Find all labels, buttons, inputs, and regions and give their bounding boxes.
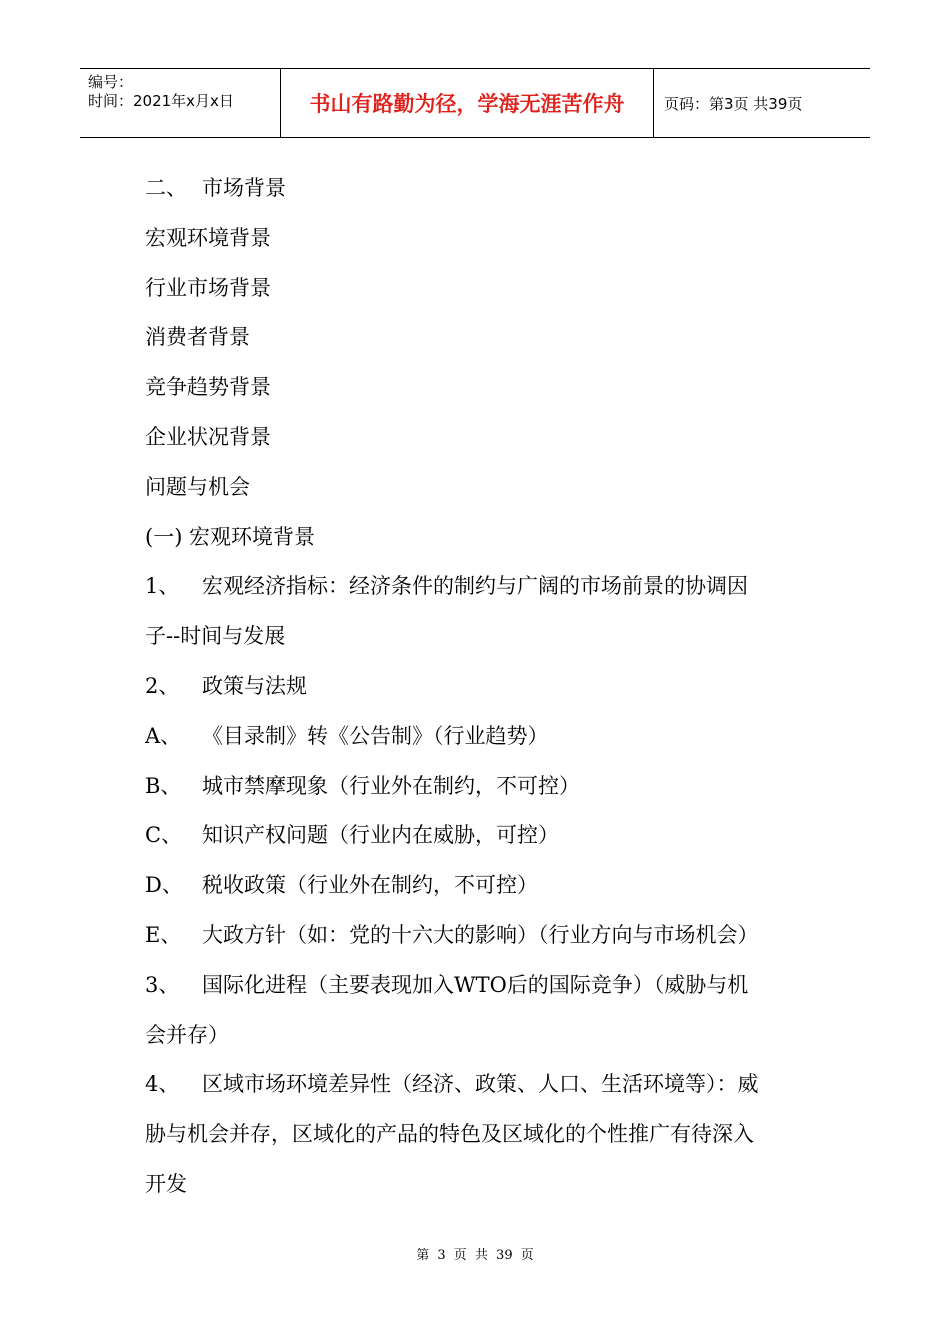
text-line bbox=[145, 562, 815, 612]
text-line bbox=[145, 363, 815, 413]
text-line bbox=[145, 513, 815, 563]
item-text: 市场背景 bbox=[202, 176, 286, 200]
text-line bbox=[145, 712, 815, 762]
item-text: 开发 bbox=[145, 1171, 187, 1196]
item-number: D、 bbox=[145, 873, 183, 898]
text-line bbox=[145, 463, 815, 513]
item-number: A、 bbox=[145, 723, 182, 748]
item-text: 胁与机会并存，区域化的产品的特色及区域化的个性推广有待深入 bbox=[145, 1122, 754, 1147]
page-header bbox=[80, 68, 870, 138]
time-label: 时间：2021年x月x日 bbox=[88, 92, 234, 110]
item-text: 子--时间与发展 bbox=[145, 624, 286, 649]
item-text: 宏观环境背景 bbox=[145, 225, 271, 250]
item-text: 大政方针（如：党的十六大的影响）（行业方向与市场机会） bbox=[202, 922, 759, 947]
header-meta bbox=[80, 69, 281, 137]
item-number: C、 bbox=[145, 823, 183, 848]
item-text: 政策与法规 bbox=[202, 673, 307, 698]
item-text: 行业市场背景 bbox=[145, 275, 271, 300]
header-motto: 书山有路勤为径，学海无涯苦作舟 bbox=[281, 69, 654, 137]
header-page-info: 页码：第3页 共39页 bbox=[664, 94, 803, 113]
item-text: 问题与机会 bbox=[145, 474, 250, 499]
item-number: 4、 bbox=[145, 1072, 180, 1097]
number-label: 编号： bbox=[88, 73, 134, 91]
item-text: 城市禁摩现象（行业外在制约，不可控） bbox=[202, 773, 580, 798]
text-line bbox=[145, 413, 815, 463]
page-footer: 第 3 页 共 39 页 bbox=[416, 1248, 534, 1263]
item-number: 1、 bbox=[145, 574, 180, 599]
item-number: E、 bbox=[145, 922, 182, 947]
text-line bbox=[145, 264, 815, 314]
item-number: B、 bbox=[145, 773, 182, 798]
item-text: 税收政策（行业外在制约，不可控） bbox=[202, 873, 538, 898]
text-line bbox=[145, 961, 815, 1011]
document-body bbox=[145, 164, 815, 1210]
text-line bbox=[145, 612, 815, 662]
item-number: 2、 bbox=[145, 673, 180, 698]
item-text: 《目录制》转《公告制》（行业趋势） bbox=[202, 723, 549, 748]
text-line bbox=[145, 214, 815, 264]
text-line bbox=[145, 911, 815, 961]
item-text: 国际化进程（主要表现加入WTO后的国际竞争）（威胁与机 bbox=[202, 972, 749, 997]
item-text: 宏观经济指标：经济条件的制约与广阔的市场前景的协调因 bbox=[202, 574, 748, 599]
text-line bbox=[145, 313, 815, 363]
item-text: 竞争趋势背景 bbox=[145, 375, 271, 400]
text-line bbox=[145, 1011, 815, 1061]
item-text: 区域市场环境差异性（经济、政策、人口、生活环境等）：威 bbox=[202, 1072, 759, 1097]
text-line bbox=[145, 662, 815, 712]
item-text: (一) 宏观环境背景 bbox=[145, 524, 316, 549]
item-text: 知识产权问题（行业内在威胁，可控） bbox=[202, 823, 559, 848]
item-text: 企业状况背景 bbox=[145, 424, 271, 449]
item-text: 会并存） bbox=[145, 1022, 229, 1047]
text-line bbox=[145, 762, 815, 812]
text-line bbox=[145, 164, 815, 214]
text-line bbox=[145, 1110, 815, 1160]
text-line bbox=[145, 811, 815, 861]
item-number: 二、 bbox=[145, 176, 187, 200]
text-line bbox=[145, 1060, 815, 1110]
text-line bbox=[145, 861, 815, 911]
item-number: 3、 bbox=[145, 972, 180, 997]
item-text: 消费者背景 bbox=[145, 325, 250, 350]
text-line bbox=[145, 1160, 815, 1210]
